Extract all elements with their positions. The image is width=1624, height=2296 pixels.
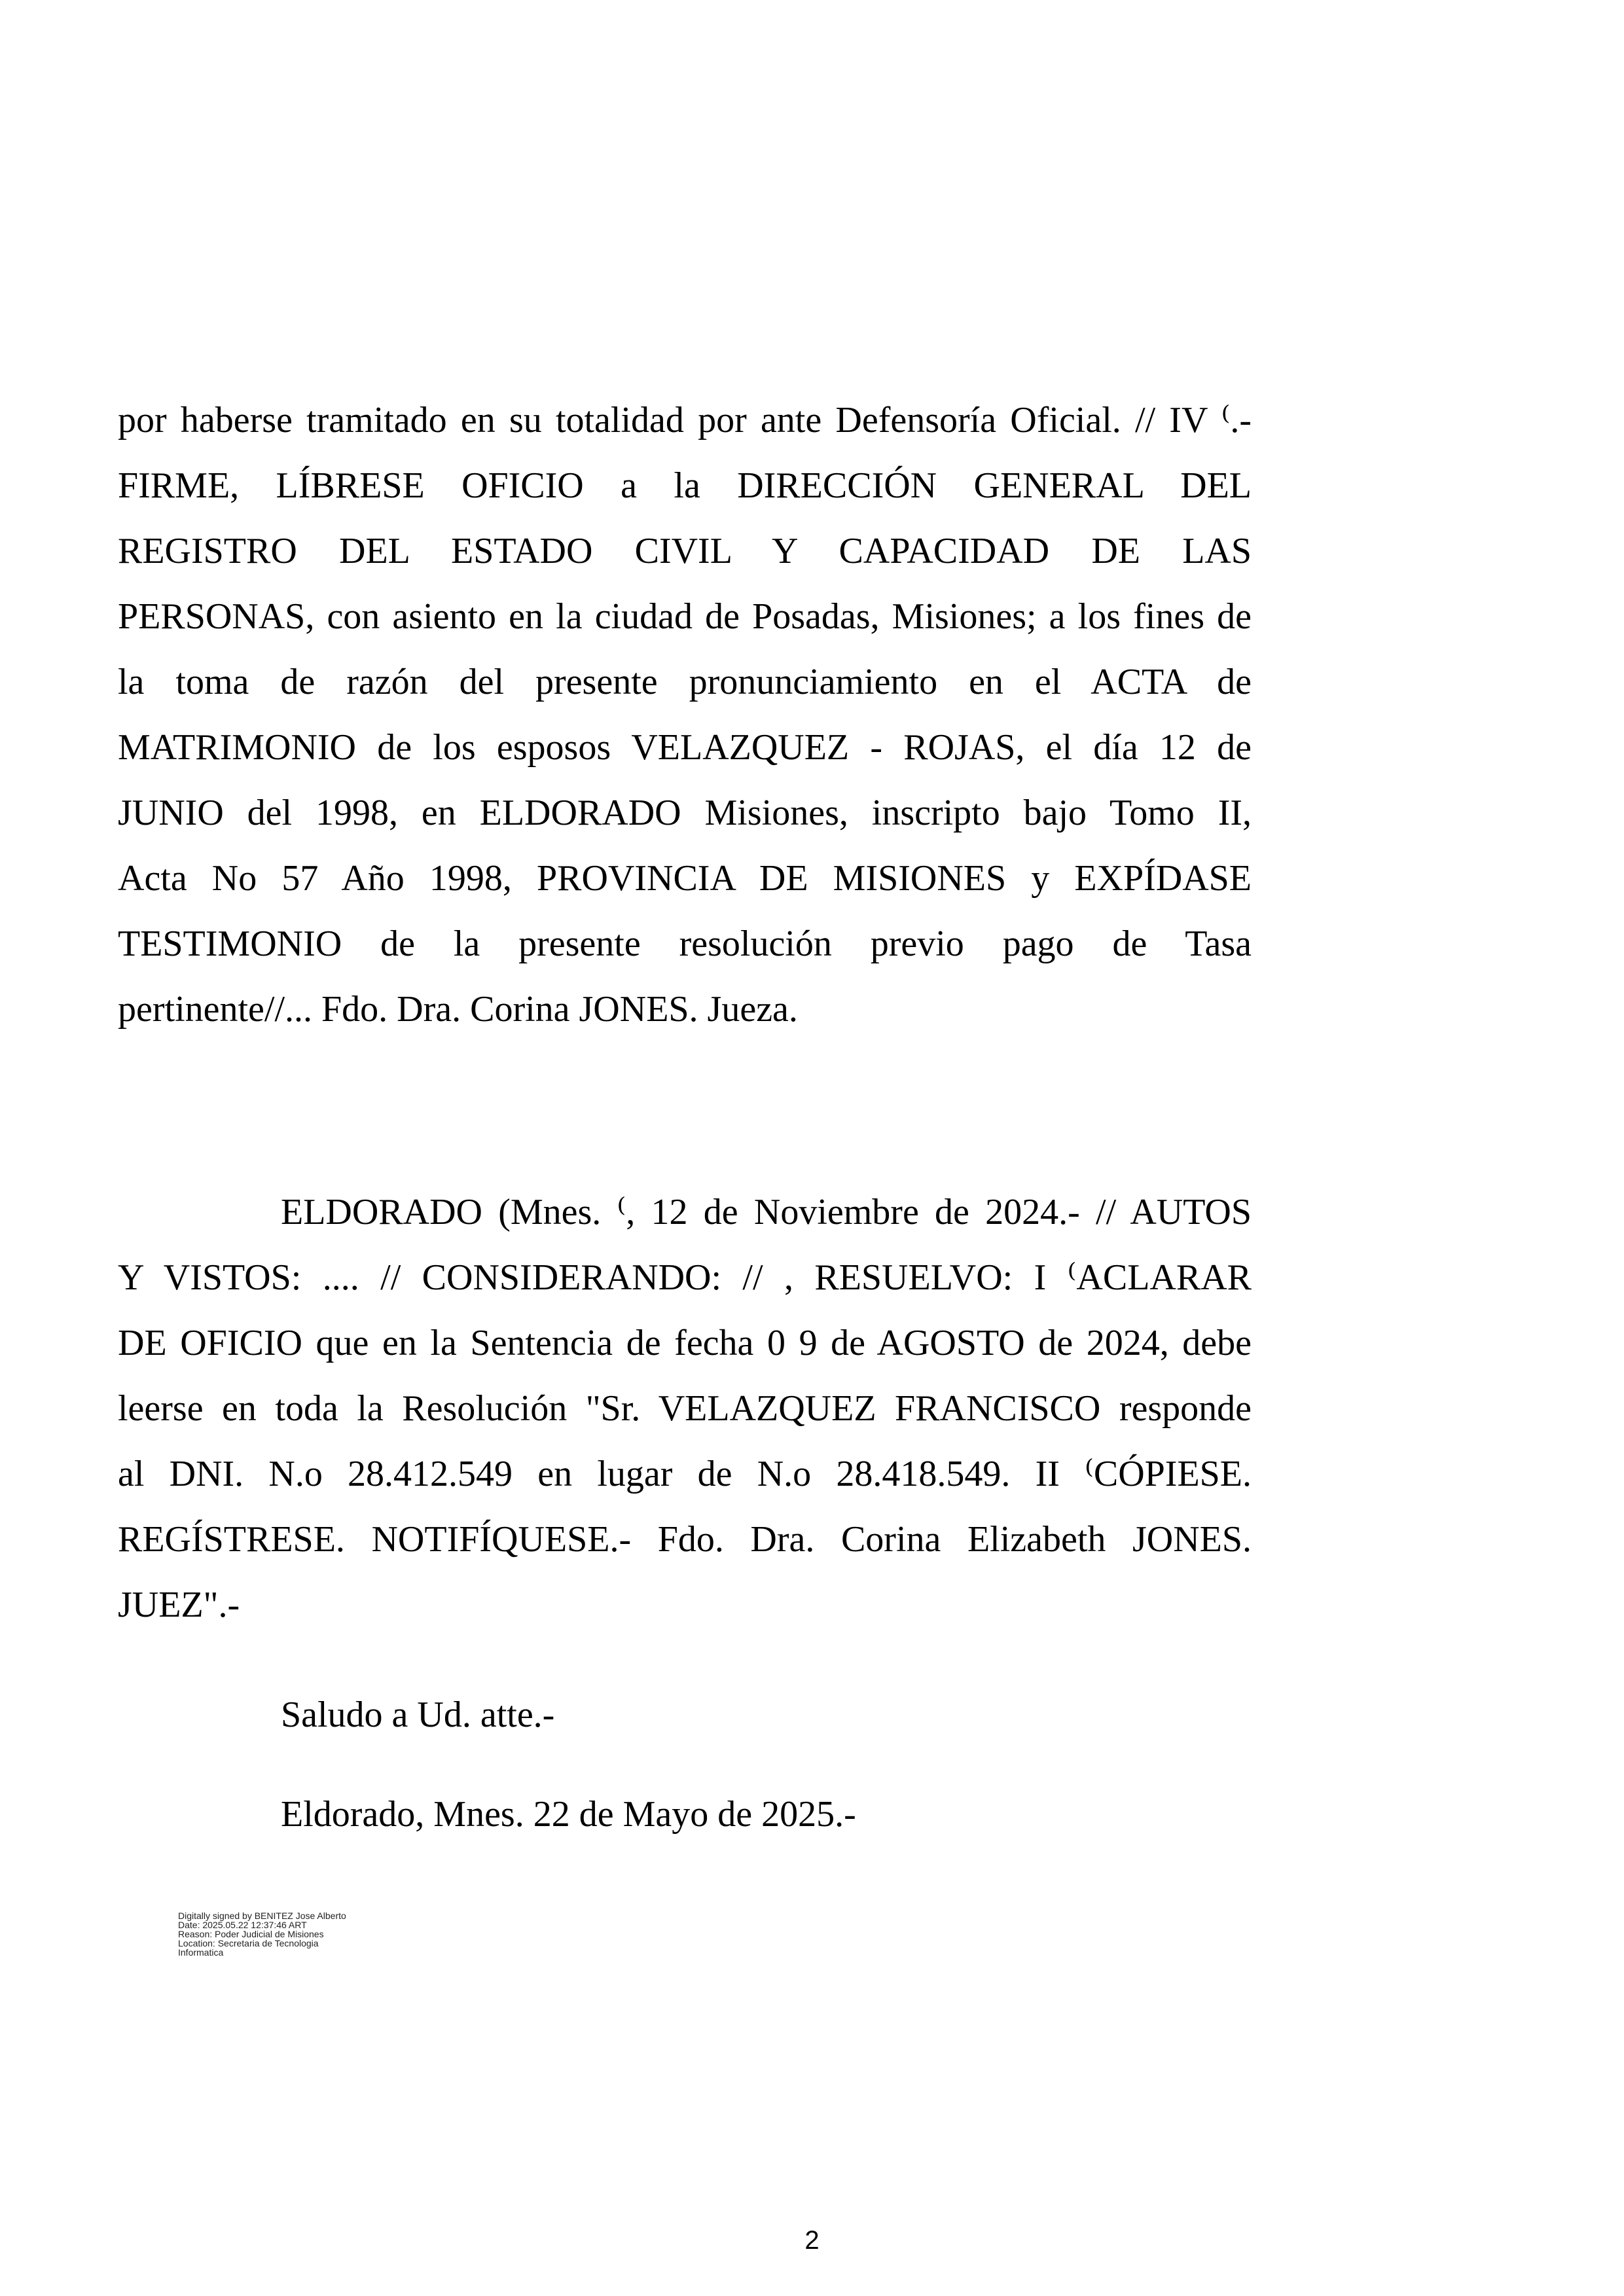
paragraph1-line: TESTIMONIO de la presente resolución previo pago de Tasa xyxy=(118,924,1252,964)
paragraph1-line: por haberse tramitado en su totalidad por ante Defensoría Oficial. // IV ⁽.- xyxy=(118,400,1252,440)
signature-line: Digitally signed by BENITEZ Jose Alberto xyxy=(178,1910,346,1921)
paragraph2-line: REGÍSTRESE. NOTIFÍQUESE.- Fdo. Dra. Corina Elizabeth JONES. xyxy=(118,1519,1252,1560)
paragraph1-line: MATRIMONIO de los esposos VELAZQUEZ - ROJAS, el día 12 de xyxy=(118,727,1252,768)
paragraph1-line: pertinente//... Fdo. Dra. Corina JONES. Jueza. xyxy=(118,989,798,1030)
paragraph1-line: la toma de razón del presente pronunciamiento en el ACTA de xyxy=(118,662,1252,702)
paragraph1-line: PERSONAS, con asiento en la ciudad de Posadas, Misiones; a los fines de xyxy=(118,596,1252,637)
closing-salutation: Saludo a Ud. atte.- xyxy=(281,1695,555,1735)
paragraph2-line: DE OFICIO que en la Sentencia de fecha 0 9 de AGOSTO de 2024, debe xyxy=(118,1323,1252,1363)
signature-line: Location: Secretaria de Tecnologia xyxy=(178,1938,319,1948)
paragraph1-line: JUNIO del 1998, en ELDORADO Misiones, inscripto bajo Tomo II, xyxy=(118,793,1252,833)
digital-signature-stamp xyxy=(178,1911,346,1957)
paragraph2-line: leerse en toda la Resolución "Sr. VELAZQUEZ FRANCISCO responde xyxy=(118,1388,1252,1429)
page-number: 2 xyxy=(804,2226,820,2255)
paragraph2-line: Y VISTOS: .... // CONSIDERANDO: // , RESUELVO: I ⁽ACLARAR xyxy=(118,1257,1252,1298)
paragraph1-line: Acta No 57 Año 1998, PROVINCIA DE MISIONES y EXPÍDASE xyxy=(118,858,1252,899)
paragraph2-line: ELDORADO (Mnes. ⁽, 12 de Noviembre de 2024.- // AUTOS xyxy=(281,1192,1252,1232)
signature-line: Informatica xyxy=(178,1947,224,1958)
signature-line: Date: 2025.05.22 12:37:46 ART xyxy=(178,1920,307,1930)
paragraph1-line: REGISTRO DEL ESTADO CIVIL Y CAPACIDAD DE LAS xyxy=(118,531,1252,571)
paragraph2-line: al DNI. N.o 28.412.549 en lugar de N.o 28.418.549. II ⁽CÓPIESE. xyxy=(118,1454,1252,1494)
place-date: Eldorado, Mnes. 22 de Mayo de 2025.- xyxy=(281,1794,856,1835)
paragraph2-line: JUEZ".- xyxy=(118,1585,240,1625)
signature-line: Reason: Poder Judicial de Misiones xyxy=(178,1929,324,1939)
paragraph1-line: FIRME, LÍBRESE OFICIO a la DIRECCIÓN GENERAL DEL xyxy=(118,465,1252,506)
